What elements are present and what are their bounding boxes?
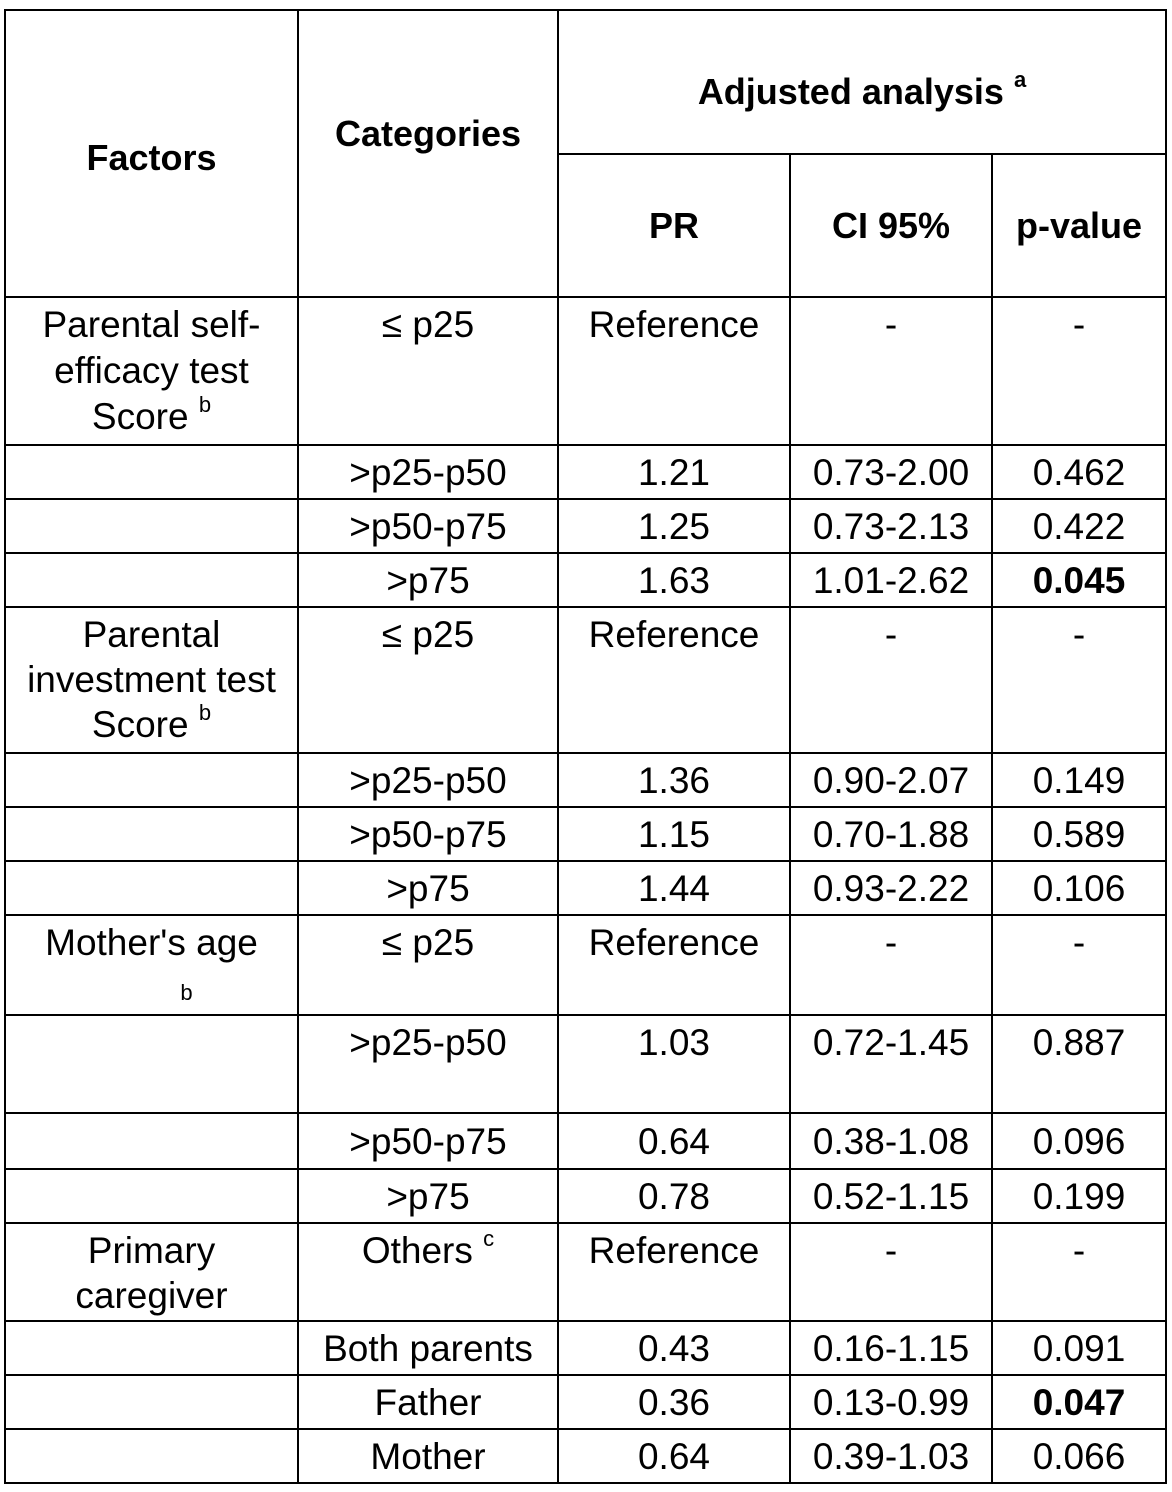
category-label: >p25-p50 <box>349 451 507 493</box>
factor-footnote: b <box>198 391 212 417</box>
results-table <box>4 9 1167 1484</box>
ci-cell: 1.01-2.62 <box>790 553 992 607</box>
factor-footnote: b <box>180 980 193 1005</box>
ci-cell: 0.72-1.45 <box>790 1015 992 1113</box>
header-adjusted-footnote: a <box>1013 67 1027 92</box>
table-row <box>5 553 1166 607</box>
factor-label-line: Parental self- <box>42 304 261 345</box>
pvalue-cell: 0.106 <box>992 861 1166 915</box>
factor-cell <box>5 607 298 753</box>
category-cell <box>298 861 558 915</box>
pr-cell: 1.21 <box>558 445 790 499</box>
table-row <box>5 1429 1166 1483</box>
ci-cell: - <box>790 607 992 753</box>
header-factors <box>5 10 298 297</box>
category-cell <box>298 1223 558 1321</box>
pr-cell: 0.64 <box>558 1429 790 1483</box>
pvalue-cell: 0.047 <box>992 1375 1166 1429</box>
category-cell <box>298 1169 558 1223</box>
ci-cell: - <box>790 1223 992 1321</box>
pr-cell: Reference <box>558 915 790 1015</box>
header-pvalue: p-value <box>992 154 1166 297</box>
header-categories-label: Categories <box>334 113 522 154</box>
pvalue-cell: - <box>992 1223 1166 1321</box>
ci-cell: 0.93-2.22 <box>790 861 992 915</box>
category-label: Mother <box>370 1435 486 1477</box>
factor-cell <box>5 915 298 1015</box>
table-row <box>5 1015 1166 1113</box>
category-cell <box>298 499 558 553</box>
pr-cell: 0.64 <box>558 1113 790 1169</box>
pr-cell: 1.15 <box>558 807 790 861</box>
pvalue-cell: - <box>992 915 1166 1015</box>
factor-cell <box>5 1113 298 1169</box>
category-label: >p50-p75 <box>349 505 507 547</box>
category-cell <box>298 1321 558 1375</box>
category-label: ≤ p25 <box>381 304 475 345</box>
category-label: Both parents <box>323 1327 533 1369</box>
pr-cell: 1.36 <box>558 753 790 807</box>
factor-label-line: Mother's age <box>45 922 258 963</box>
category-cell <box>298 1113 558 1169</box>
factor-label-line: Primary <box>87 1230 216 1271</box>
category-cell <box>298 1375 558 1429</box>
pr-cell: Reference <box>558 607 790 753</box>
category-cell <box>298 445 558 499</box>
ci-cell: 0.13-0.99 <box>790 1375 992 1429</box>
table-row <box>5 1321 1166 1375</box>
table-header <box>5 10 1166 297</box>
category-cell <box>298 607 558 753</box>
pvalue-cell: 0.887 <box>992 1015 1166 1113</box>
pvalue-cell: - <box>992 297 1166 445</box>
factor-label-line: Score <box>91 704 189 745</box>
pr-cell: Reference <box>558 1223 790 1321</box>
factor-label-line: Parental <box>82 614 221 655</box>
pr-cell: Reference <box>558 297 790 445</box>
table-row <box>5 499 1166 553</box>
category-label: >p25-p50 <box>349 1022 507 1063</box>
category-label: >p75 <box>386 867 470 909</box>
ci-cell: - <box>790 297 992 445</box>
ci-cell: 0.90-2.07 <box>790 753 992 807</box>
ci-cell: 0.73-2.00 <box>790 445 992 499</box>
table-row <box>5 807 1166 861</box>
category-footnote: c <box>483 1225 495 1251</box>
ci-cell: 0.52-1.15 <box>790 1169 992 1223</box>
ci-cell: - <box>790 915 992 1015</box>
factor-cell <box>5 297 298 445</box>
factor-cell <box>5 445 298 499</box>
category-cell <box>298 753 558 807</box>
pr-cell: 1.63 <box>558 553 790 607</box>
pvalue-cell: 0.045 <box>992 553 1166 607</box>
table-row <box>5 297 1166 445</box>
pvalue-cell: - <box>992 607 1166 753</box>
factor-label-line: Score <box>91 396 189 437</box>
category-cell <box>298 915 558 1015</box>
table-row <box>5 1223 1166 1321</box>
category-label: Others <box>361 1230 473 1271</box>
ci-cell: 0.39-1.03 <box>790 1429 992 1483</box>
category-label: >p25-p50 <box>349 759 507 801</box>
header-categories <box>298 10 558 297</box>
table-body <box>5 297 1166 1483</box>
pr-cell: 1.25 <box>558 499 790 553</box>
pr-cell: 0.78 <box>558 1169 790 1223</box>
table-row <box>5 1375 1166 1429</box>
header-factors-label: Factors <box>86 137 217 178</box>
header-adjusted-label: Adjusted analysis <box>697 71 1004 112</box>
factor-label-line: efficacy test <box>54 350 249 391</box>
factor-cell <box>5 1321 298 1375</box>
factor-cell <box>5 1223 298 1321</box>
header-adjusted-analysis <box>558 10 1166 154</box>
pvalue-cell: 0.096 <box>992 1113 1166 1169</box>
factor-cell <box>5 753 298 807</box>
pr-cell: 0.43 <box>558 1321 790 1375</box>
category-cell <box>298 1429 558 1483</box>
category-label: >p75 <box>386 559 470 601</box>
pr-cell: 1.44 <box>558 861 790 915</box>
category-label: >p75 <box>386 1175 470 1217</box>
pvalue-cell: 0.422 <box>992 499 1166 553</box>
factor-cell <box>5 499 298 553</box>
table-row <box>5 445 1166 499</box>
pvalue-cell: 0.199 <box>992 1169 1166 1223</box>
category-cell <box>298 297 558 445</box>
table-row <box>5 861 1166 915</box>
factor-label-line: caregiver <box>75 1275 228 1316</box>
pr-cell: 0.36 <box>558 1375 790 1429</box>
factor-cell <box>5 1169 298 1223</box>
category-cell <box>298 1015 558 1113</box>
category-cell <box>298 553 558 607</box>
table-row <box>5 915 1166 1015</box>
ci-cell: 0.70-1.88 <box>790 807 992 861</box>
category-label: >p50-p75 <box>349 813 507 855</box>
ci-cell: 0.38-1.08 <box>790 1113 992 1169</box>
factor-footnote: b <box>198 699 212 725</box>
category-label: ≤ p25 <box>381 614 475 655</box>
header-pr: PR <box>558 154 790 297</box>
pvalue-cell: 0.462 <box>992 445 1166 499</box>
category-label: Father <box>374 1381 482 1423</box>
pvalue-cell: 0.066 <box>992 1429 1166 1483</box>
category-label: ≤ p25 <box>381 922 475 963</box>
factor-cell <box>5 553 298 607</box>
factor-cell <box>5 1375 298 1429</box>
pvalue-cell: 0.091 <box>992 1321 1166 1375</box>
ci-cell: 0.73-2.13 <box>790 499 992 553</box>
table-row <box>5 753 1166 807</box>
table-row <box>5 607 1166 753</box>
ci-cell: 0.16-1.15 <box>790 1321 992 1375</box>
pvalue-cell: 0.589 <box>992 807 1166 861</box>
header-ci: CI 95% <box>790 154 992 297</box>
table-row <box>5 1169 1166 1223</box>
factor-cell <box>5 1015 298 1113</box>
factor-cell <box>5 1429 298 1483</box>
factor-label-line: investment test <box>27 659 276 700</box>
table-row <box>5 1113 1166 1169</box>
category-cell <box>298 807 558 861</box>
category-label: >p50-p75 <box>349 1120 507 1162</box>
pr-cell: 1.03 <box>558 1015 790 1113</box>
factor-cell <box>5 861 298 915</box>
pvalue-cell: 0.149 <box>992 753 1166 807</box>
factor-cell <box>5 807 298 861</box>
